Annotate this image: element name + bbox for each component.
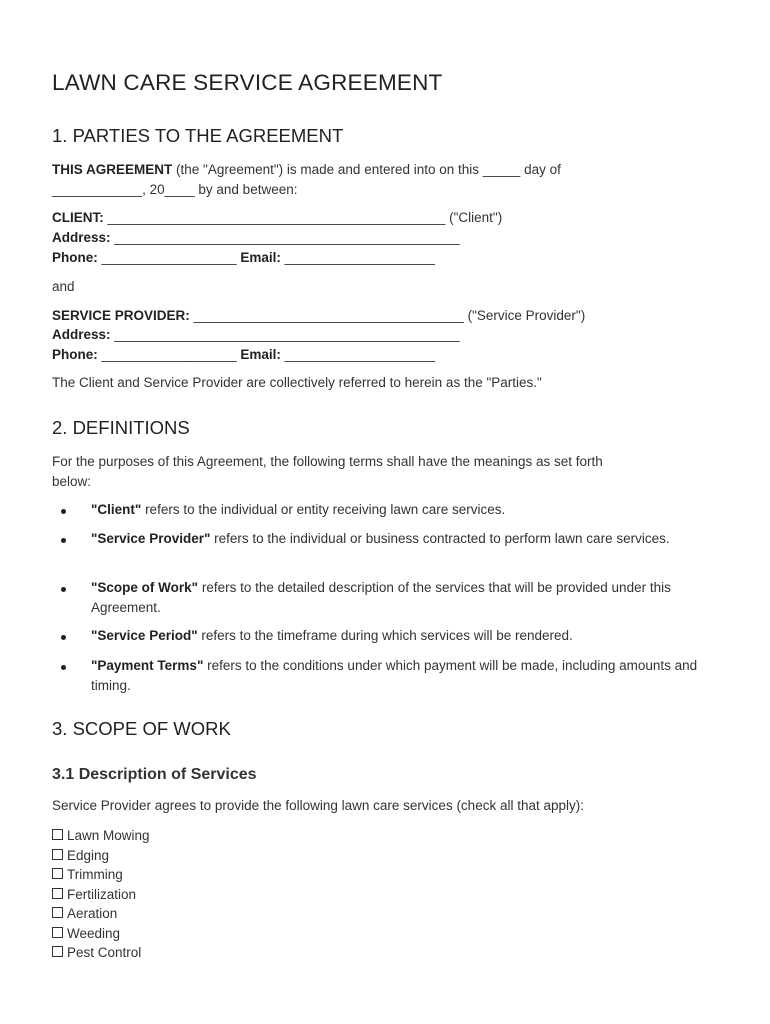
definition-term: "Scope of Work" xyxy=(91,580,199,595)
bullet-icon xyxy=(61,665,66,670)
service-option-label: Fertilization xyxy=(67,886,137,902)
service-option-pest-control[interactable] xyxy=(52,943,150,963)
client-label: CLIENT: xyxy=(52,210,104,225)
agreement-intro-line-1 xyxy=(52,160,561,180)
client-line xyxy=(52,208,502,228)
provider-address-line xyxy=(52,325,460,345)
provider-line xyxy=(52,306,585,326)
client-address-field[interactable]: ______________________________________________ xyxy=(110,230,460,245)
service-option-label: Lawn Mowing xyxy=(67,828,150,843)
definition-term: "Service Period" xyxy=(91,628,198,643)
services-checklist xyxy=(52,826,150,963)
definitions-intro-line-1: For the purposes of this Agreement, the following terms shall have the meanings as set forth xyxy=(52,454,603,469)
service-option-aeration[interactable] xyxy=(52,904,150,924)
service-option-label: Trimming xyxy=(67,867,123,882)
service-option-fertilization[interactable] xyxy=(52,885,150,905)
section-1-heading: 1. PARTIES TO THE AGREEMENT xyxy=(52,125,344,146)
service-option-label: Pest Control xyxy=(67,945,142,960)
service-option-edging[interactable] xyxy=(52,846,150,866)
service-option-weeding[interactable] xyxy=(52,924,150,944)
bullet-icon xyxy=(61,538,66,543)
client-address-line xyxy=(52,228,460,248)
checkbox-icon[interactable] xyxy=(52,927,63,938)
definition-text: refers to the detailed description of the services that will be provided under this Agreement. xyxy=(91,580,671,615)
provider-address-field[interactable]: ______________________________________________ xyxy=(110,327,460,342)
definition-text: refers to the timeframe during which services will be rendered. xyxy=(197,628,573,643)
checkbox-icon[interactable] xyxy=(52,888,63,899)
provider-email-label: Email: xyxy=(240,347,281,362)
bullet-icon xyxy=(61,587,66,592)
parties-closing-text: The Client and Service Provider are collectively referred to herein as the "Parties." xyxy=(52,375,542,390)
subsection-3-1-heading: 3.1 Description of Services xyxy=(52,766,257,783)
agreement-intro-bold: THIS AGREEMENT xyxy=(52,162,173,177)
definitions-intro-line-2: below: xyxy=(52,474,92,489)
definition-text: refers to the conditions under which payment will be made, including amounts and timing. xyxy=(91,658,698,693)
checkbox-icon[interactable] xyxy=(52,849,63,860)
client-phone-label: Phone: xyxy=(52,250,98,265)
provider-field[interactable]: ____________________________________ ("Service Provider") xyxy=(189,308,586,323)
definition-term: "Client" xyxy=(91,502,142,517)
provider-address-label: Address: xyxy=(52,327,111,342)
and-text: and xyxy=(52,279,75,294)
provider-phone-field[interactable]: __________________ xyxy=(97,347,241,362)
bullet-icon xyxy=(61,635,66,640)
checkbox-icon[interactable] xyxy=(52,868,63,879)
service-option-label: Aeration xyxy=(67,906,118,921)
checkbox-icon[interactable] xyxy=(52,946,63,957)
bullet-icon xyxy=(61,509,66,514)
provider-email-field[interactable]: ____________________ xyxy=(280,347,435,362)
service-option-lawn-mowing[interactable] xyxy=(52,826,150,846)
provider-phone-label: Phone: xyxy=(52,347,98,362)
checkbox-icon[interactable] xyxy=(52,829,63,840)
agreement-intro-line-2: ____________, 20____ by and between: xyxy=(52,182,298,197)
definition-term: "Service Provider" xyxy=(91,531,211,546)
definition-term: "Payment Terms" xyxy=(91,658,204,673)
client-email-label: Email: xyxy=(240,250,281,265)
client-phone-line xyxy=(52,248,435,268)
services-intro: Service Provider agrees to provide the following lawn care services (check all that apply): xyxy=(52,798,584,813)
provider-phone-line xyxy=(52,345,435,365)
definition-text: refers to the individual or entity receiving lawn care services. xyxy=(141,502,506,517)
service-option-label: Weeding xyxy=(67,925,121,941)
service-option-trimming[interactable] xyxy=(52,865,150,885)
provider-label: SERVICE PROVIDER: xyxy=(52,308,190,323)
document-title: LAWN CARE SERVICE AGREEMENT xyxy=(52,70,443,95)
checkbox-icon[interactable] xyxy=(52,907,63,918)
section-2-heading: 2. DEFINITIONS xyxy=(52,417,190,438)
definition-text: refers to the individual or business contracted to perform lawn care services. xyxy=(210,531,670,546)
client-address-label: Address: xyxy=(52,230,111,245)
client-phone-field[interactable]: __________________ xyxy=(97,250,241,265)
client-field[interactable]: _____________________________________________ ("Client") xyxy=(103,210,503,225)
service-option-label: Edging xyxy=(67,847,110,863)
agreement-intro-text: (the "Agreement") is made and entered into on this _____ day of xyxy=(172,162,561,177)
client-email-field[interactable]: ____________________ xyxy=(280,250,435,265)
section-3-heading: 3. SCOPE OF WORK xyxy=(52,718,231,739)
